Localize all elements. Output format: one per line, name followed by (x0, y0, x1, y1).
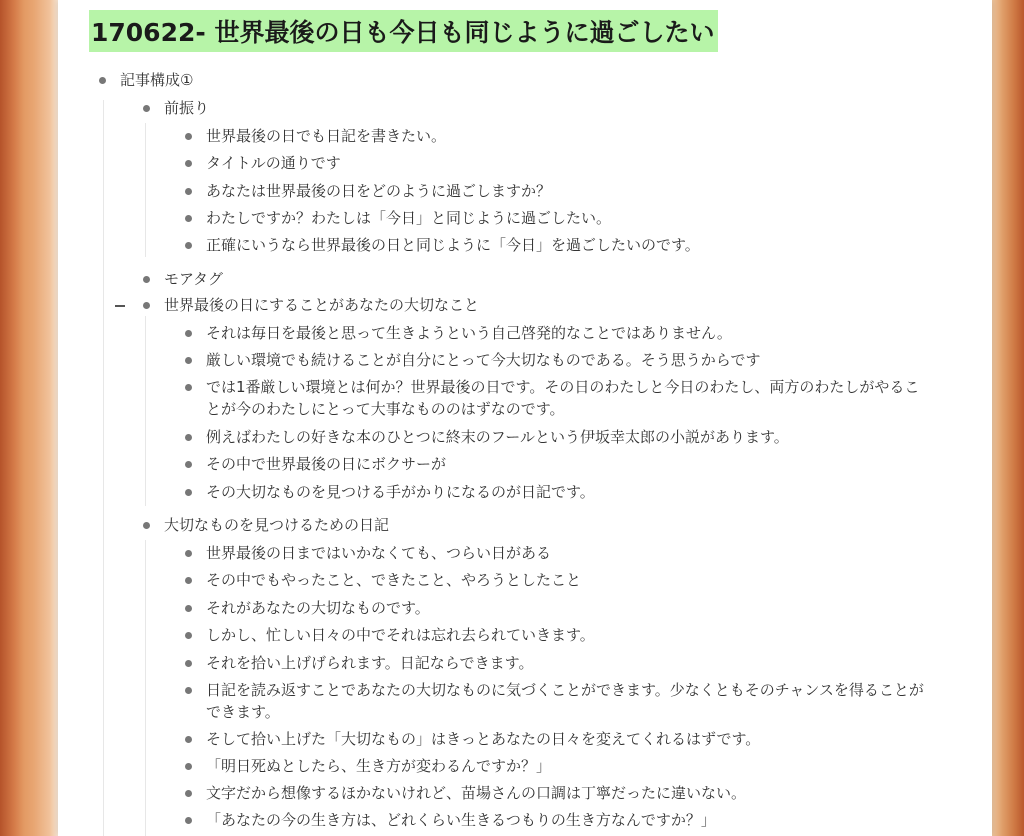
outline-guide-s4 (145, 540, 146, 836)
bullet-icon[interactable] (185, 790, 192, 797)
outline-item-text: そして拾い上げた「大切なもの」はきっとあなたの日々を変えてくれるはずです。 (206, 730, 761, 748)
outline-item[interactable] (206, 481, 595, 503)
outline-guide-s3 (145, 316, 146, 506)
bullet-icon[interactable] (185, 461, 192, 468)
outline-item-text: 厳しい環境でも続けることが自分にとって今大切なものである。そう思うからです (206, 351, 761, 369)
bullet-icon[interactable] (185, 736, 192, 743)
outline-item-text: 「明日死ぬとしたら、生き方が変わるんですか？」 (206, 757, 552, 775)
outline-item-text: あなたは世界最後の日をどのように過ごしますか？ (206, 182, 552, 200)
page-title: 170622- 世界最後の日も今日も同じように過ごしたい (89, 10, 718, 52)
outline-item[interactable] (206, 728, 760, 750)
outline-item[interactable] (206, 125, 446, 147)
document-page (58, 0, 992, 836)
outline-item[interactable] (206, 234, 700, 256)
bullet-icon[interactable] (185, 687, 192, 694)
outline-item[interactable] (164, 97, 209, 119)
bullet-icon[interactable] (185, 357, 192, 364)
outline-item-text: 世界最後の日まではいかなくても、つらい日がある (206, 544, 552, 562)
outline-item-text: 例えばわたしの好きな本のひとつに終末のフールという伊坂幸太郎の小説があります。 (206, 428, 789, 446)
outline-item[interactable] (206, 207, 611, 229)
outline-item[interactable] (164, 294, 479, 316)
outline-item-text: それがあなたの大切なものです。 (206, 599, 430, 617)
outline-item[interactable] (206, 755, 551, 777)
bullet-icon[interactable] (185, 577, 192, 584)
bullet-icon[interactable] (143, 302, 150, 309)
outline-item-text: 世界最後の日でも日記を書きたい。 (206, 127, 447, 145)
bullet-icon[interactable] (185, 384, 192, 391)
outline-item[interactable] (206, 624, 595, 646)
outline-item-text: その中で世界最後の日にボクサーが (206, 455, 447, 473)
outline-item[interactable] (206, 597, 430, 619)
outline-item-text: 日記を読み返すことであなたの大切なものに気づくことができます。少なくともそのチャンスを得ることができます。 (206, 681, 924, 721)
outline-item-text: 前振り (164, 99, 210, 117)
bullet-icon[interactable] (185, 489, 192, 496)
outline-item-text: それを拾い上げげられます。日記ならできます。 (206, 654, 534, 672)
outline-item[interactable] (206, 322, 732, 344)
bullet-icon[interactable] (99, 77, 106, 84)
bullet-icon[interactable] (143, 522, 150, 529)
outline-item[interactable] (164, 514, 389, 536)
outline-item[interactable] (206, 152, 341, 174)
bullet-icon[interactable] (185, 188, 192, 195)
outline-item[interactable] (206, 569, 581, 591)
outline-item-text: では1番厳しい環境とは何か？世界最後の日です。その日のわたしと今日のわたし、両方のわたしがやることが今のわたしにとって大事なもののはずなのです。 (206, 378, 920, 418)
bullet-icon[interactable] (185, 632, 192, 639)
outline-item[interactable] (206, 453, 446, 475)
bullet-icon[interactable] (185, 817, 192, 824)
bullet-icon[interactable] (185, 160, 192, 167)
bullet-icon[interactable] (143, 105, 150, 112)
outline-item-text: それは毎日を最後と思って生きようという自己啓発的なことではありません。 (206, 324, 732, 342)
bullet-icon[interactable] (185, 215, 192, 222)
outline-item-text: タイトルの通りです (206, 154, 341, 172)
collapse-minus-icon[interactable] (115, 305, 125, 307)
bullet-icon[interactable] (185, 330, 192, 337)
outline-item[interactable] (120, 69, 193, 91)
outline-item-text: 大切なものを見つけるための日記 (164, 516, 390, 534)
outline-item-text: 記事構成① (120, 71, 194, 89)
bullet-icon[interactable] (185, 133, 192, 140)
outline-item-text: しかし、忙しい日々の中でそれは忘れ去られていきます。 (206, 626, 595, 644)
bullet-icon[interactable] (143, 276, 150, 283)
outline-item[interactable] (164, 268, 223, 290)
outline-item[interactable] (206, 782, 746, 804)
outline-item[interactable] (206, 809, 716, 831)
outline-item-text: 正確にいうなら世界最後の日と同じように「今日」を過ごしたいのです。 (206, 236, 700, 254)
outline-item-text: モアタグ (164, 270, 223, 288)
outline-item[interactable] (206, 376, 924, 420)
outline-item-text: 世界最後の日にすることがあなたの大切なこと (164, 296, 480, 314)
outline-item[interactable] (206, 542, 551, 564)
bullet-icon[interactable] (185, 242, 192, 249)
bullet-icon[interactable] (185, 434, 192, 441)
outline-item[interactable] (206, 349, 761, 371)
outline-item-text: その中でもやったこと、できたこと、やろうとしたこと (206, 571, 582, 589)
bullet-icon[interactable] (185, 660, 192, 667)
outline-guide-s1 (145, 123, 146, 257)
bullet-icon[interactable] (185, 550, 192, 557)
outline-item[interactable] (206, 426, 789, 448)
outline-guide-level1 (103, 100, 104, 836)
outline-item[interactable] (206, 652, 533, 674)
outline-item-text: その大切なものを見つける手がかりになるのが日記です。 (206, 483, 595, 501)
outline-item-text: 「あなたの今の生き方は、どれくらい生きるつもりの生き方なんですか？」 (206, 811, 716, 829)
bullet-icon[interactable] (185, 605, 192, 612)
outline-item[interactable] (206, 679, 924, 723)
bullet-icon[interactable] (185, 763, 192, 770)
outline-item-text: わたしですか？わたしは「今日」と同じように過ごしたい。 (206, 209, 612, 227)
wood-frame-right (992, 0, 1024, 836)
outline-item[interactable] (206, 180, 551, 202)
outline-item-text: 文字だから想像するほかないけれど、苗場さんの口調は丁寧だったに違いない。 (206, 784, 747, 802)
